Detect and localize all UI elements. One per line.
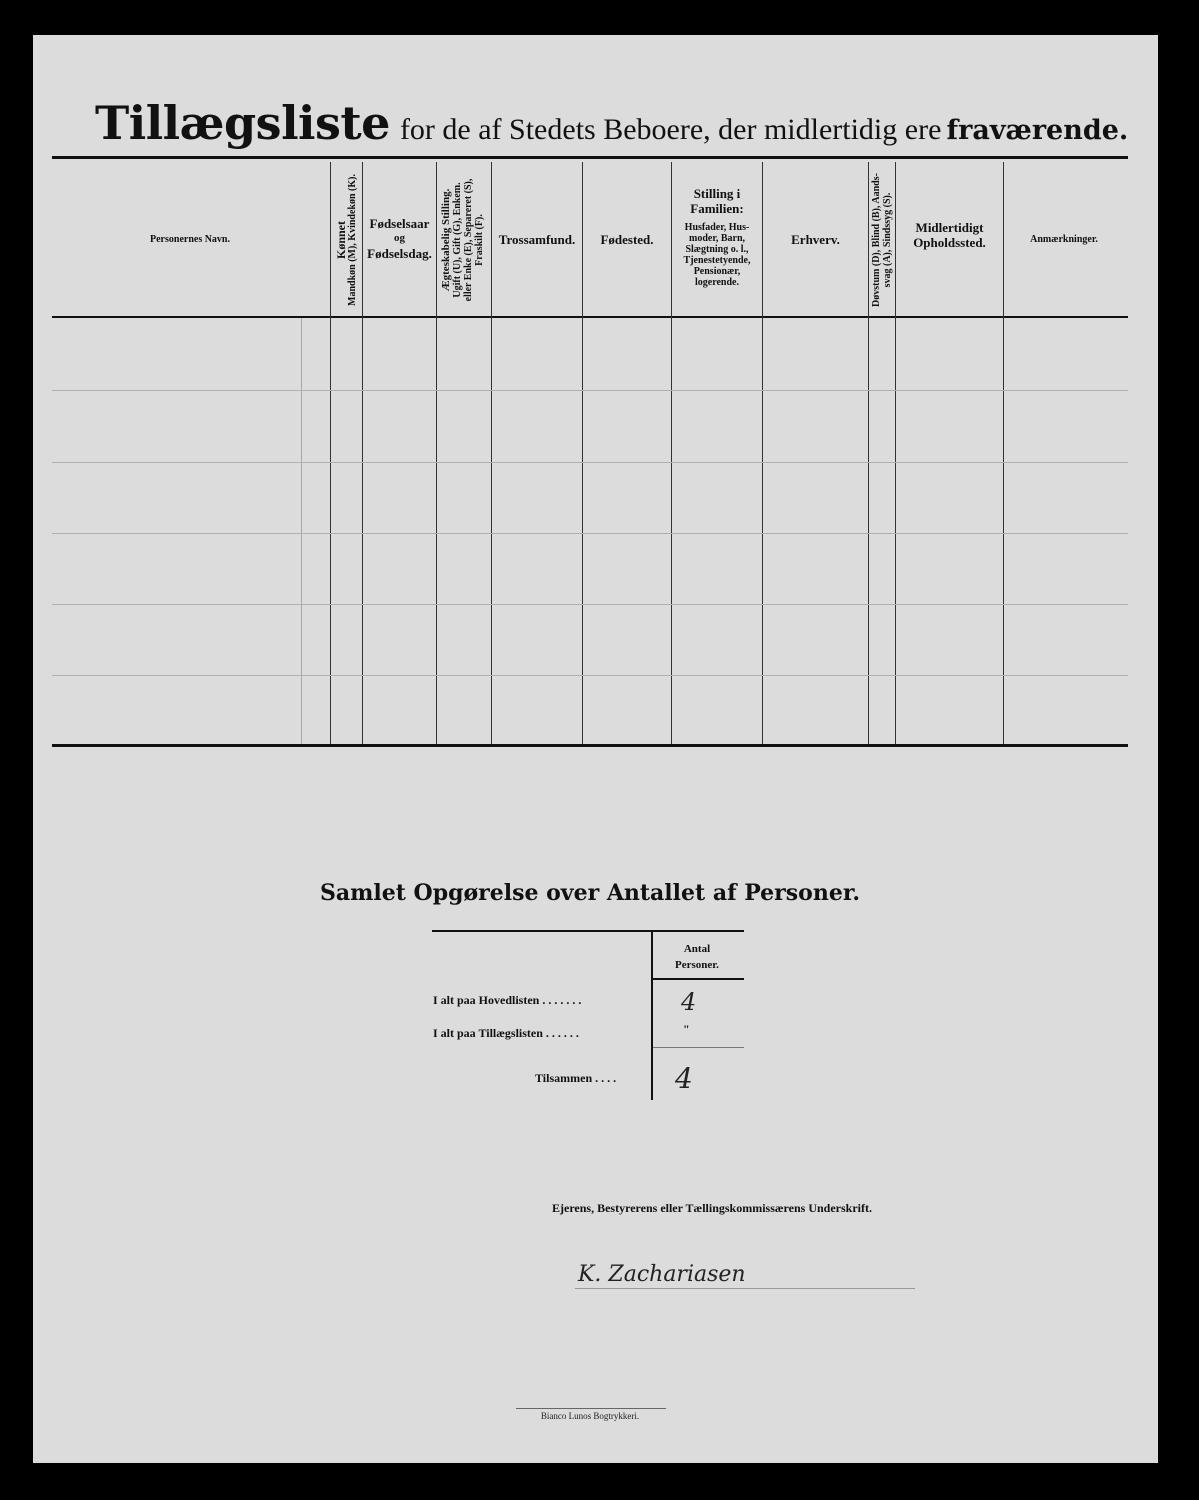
title-main: Tillægsliste [95,96,390,150]
header-remarks: Anmærkninger. [1030,234,1098,245]
form-title [95,96,1145,150]
col-sep [868,162,869,744]
summary-subtotal-rule [652,1047,744,1048]
table-row [52,675,1128,676]
summary-top-rule [432,930,744,932]
table-row [52,390,1128,391]
col-sep [762,162,763,744]
signature-rule [575,1288,915,1289]
col-sep [436,162,437,744]
title-end: fraværende. [946,115,1129,146]
header-religion: Trossamfund. [498,232,576,247]
printer-imprint: Bianco Lunos Bogtrykkeri. [540,1411,640,1421]
header-disability: Døvstum (D), Blind (B), Aands- svag (A), Sindssyg (S). [871,173,893,307]
summary-row-value: 4 [681,988,697,1016]
printer-rule [516,1408,666,1409]
header-family-position: Stilling i Familien: Husfader, Hus- moder, Barn, Slægtning o. l., Tjenestetyende, Pensionær, logerende. [683,186,751,288]
signature-label: Ejerens, Bestyrerens eller Tællingskommissærens Underskrift. [552,1201,872,1215]
table-row [52,604,1128,605]
header-name: Personernes Navn. [150,234,230,245]
summary-col-header: Antal Personer. [675,943,719,971]
header-marital: Ægteskabelig Stilling. Ugift (U), Gift (G), Enkem. eller Enke (E), Separeret (S), Fraskilt (F). [440,178,485,302]
col-sep [491,162,492,744]
col-subsep [301,318,302,744]
header-residence: Midlertidigt Opholdssted. [913,220,986,250]
signature-value: K. Zachariasen [578,1262,746,1287]
header-occupation: Erhverv. [791,232,840,247]
table-bottom-rule [52,744,1128,747]
header-birth: Fødselsaar og Fødselsdag. [367,216,432,261]
table-top-rule [52,156,1128,159]
header-bottom-rule [52,316,1128,318]
table-row [52,462,1128,463]
table-row [52,533,1128,534]
header-birthplace: Fødested. [600,232,654,247]
summary-row-value: 4 [675,1062,693,1095]
summary-row-label: I alt paa Tillægslisten . . . . . . [433,1026,579,1040]
summary-title: Samlet Opgørelse over Antallet af Personer. [319,880,861,906]
header-sex: Kønnet Mandkøn (M), Kvindekøn (K). [334,174,358,306]
title-middle: for de af Stedets Beboere, der midlertidig ere [399,113,942,146]
summary-row-label: Tilsammen . . . . [535,1071,617,1085]
col-sep [582,162,583,744]
summary-row-label: I alt paa Hovedlisten . . . . . . . [433,993,582,1007]
summary-row-value: " [683,1022,690,1036]
summary-col-rule [652,978,744,980]
col-sep [330,162,331,744]
col-sep [1003,162,1004,744]
